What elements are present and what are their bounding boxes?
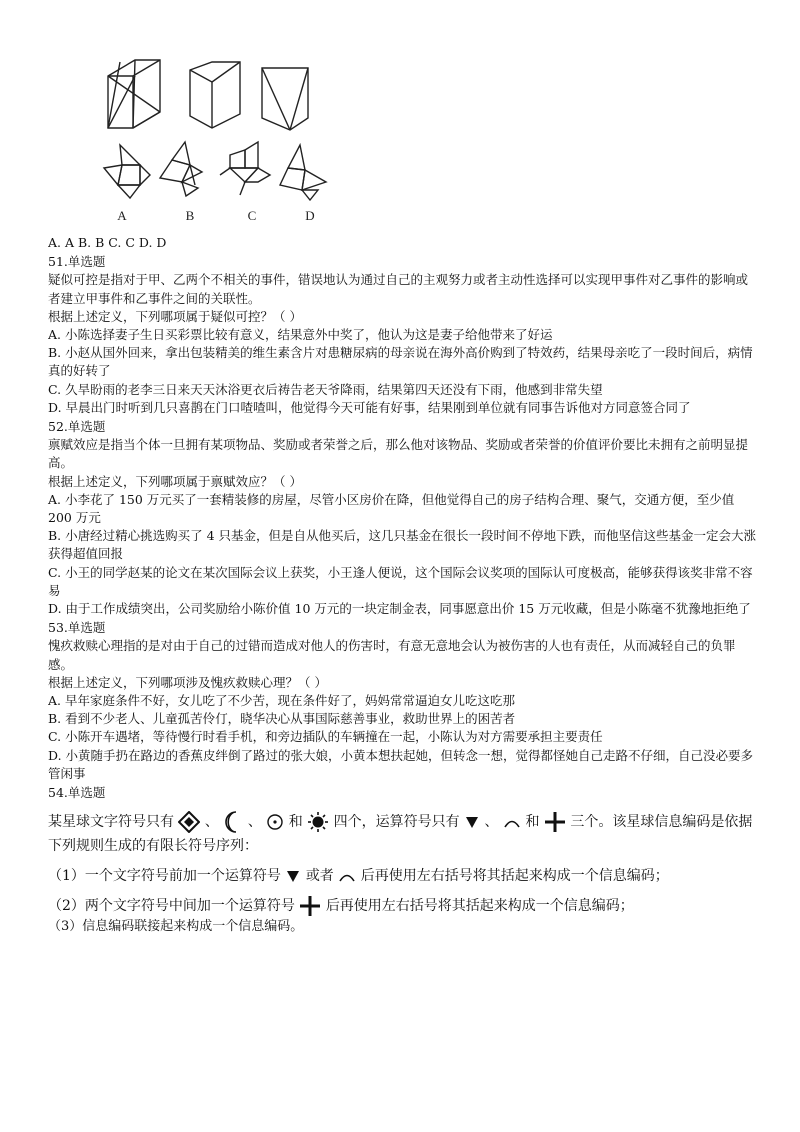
q52-option-a[interactable]: A. 小李花了 150 万元买了一套精装修的房屋，尽管小区房价在降，但他觉得自己的房子结构合理、聚气，交通方便，至少值 200 万元	[48, 491, 735, 526]
crescent-moon-icon	[223, 810, 243, 834]
q54-intro-text-2: 四个，运算符号只有	[333, 814, 460, 831]
q53-option-d[interactable]: D. 小黄随手扔在路边的香蕉皮绊倒了路过的张大娘，小黄本想扶起她，但转念一想，觉得都怪她自己走路不仔细，自己没必要多管闲事	[48, 747, 754, 781]
q54-intro-text-3: 三个。该星球信息编码是依据下列规则生成的有限长符号序列：	[48, 814, 753, 855]
q54-rule-2-text-b: 后再使用左右括号将其括起来构成一个信息编码；	[325, 898, 634, 915]
q53-option-c[interactable]: C. 小陈开车遇堵，等待慢行时看手机，和旁边插队的车辆撞在一起，小陈认为对方需要承担主要责任	[48, 729, 603, 745]
q53-question: 根据上述定义，下列哪项涉及愧疚救赎心理？（ ）	[48, 674, 327, 690]
q53-option-a[interactable]: A. 早年家庭条件不好，女儿吃了不少苦，现在条件好了，妈妈常常逼迫女儿吃这吃那	[48, 693, 515, 709]
option-b-net-icon	[160, 142, 202, 196]
option-a-net-icon	[104, 145, 150, 198]
q53-definition: 愧疚救赎心理指的是对由于自己的过错而造成对他人的伤害时，有意无意地会认为被伤害的人也有责任，从而减轻自己的负罪感。	[48, 638, 736, 672]
arc-icon	[503, 815, 521, 829]
q53-header: 53.单选题	[48, 620, 106, 636]
q54-rule-2	[48, 894, 760, 918]
q54-sep-3: 、	[484, 814, 499, 831]
q51-option-b[interactable]: B. 小赵从国外回来，拿出包装精美的维生素含片对患糖尿病的母亲说在海外高价购到了特效药，结果母亲吃了一段时间后，病情真的好转了	[48, 345, 753, 379]
q54-sep-2: 、	[247, 814, 262, 831]
q54-and-1: 和	[288, 814, 303, 831]
q52-option-b[interactable]: B. 小唐经过精心挑选购买了 4 只基金，但是自从他买后，这几只基金在很长一段时间不停地下跌，而他坚信这些基金一定会大涨获得超值回报	[48, 528, 757, 562]
q54-rule-1	[48, 864, 760, 888]
option-c-net-icon	[220, 142, 270, 195]
q51-option-a[interactable]: A. 小陈选择妻子生日买彩票比较有意义，结果意外中奖了，他认为这是妻子给他带来了好运	[48, 327, 553, 343]
q54-rule-1-text-b: 后再使用左右括号将其括起来构成一个信息编码；	[360, 868, 669, 885]
q54-rule-1-text-a: （1）一个文字符号前加一个运算符号	[48, 868, 281, 885]
q50-options[interactable]: A. A B. B C. C D. D	[48, 235, 167, 250]
prism-icon	[190, 62, 240, 128]
down-triangle-icon	[285, 868, 301, 884]
q54-and-2: 和	[525, 814, 540, 831]
q52-option-d[interactable]: D. 由于工作成绩突出，公司奖励给小陈价值 10 万元的一块定制金表，同事愿意出价 15 万元收藏，但是小陈毫不犹豫地拒绝了	[48, 601, 751, 617]
cube-wireframe-icon	[108, 60, 160, 128]
q54-rule-1-or: 或者	[305, 868, 334, 885]
q53-option-b[interactable]: B. 看到不少老人、儿童孤苦伶仃，晓华决心从事国际慈善事业，救助世界上的困苦者	[48, 711, 516, 727]
option-d-net-icon	[280, 145, 326, 200]
q50-figure	[90, 50, 370, 225]
q52-definition: 禀赋效应是指当个体一旦拥有某项物品、奖励或者荣誉之后，那么他对该物品、奖励或者荣誉的价值评价要比未拥有之前明显提高。	[48, 437, 749, 471]
q54-intro-text-1: 某星球文字符号只有	[48, 814, 174, 831]
q51-option-d[interactable]: D. 早晨出门时听到几只喜鹊在门口喳喳叫，他觉得今天可能有好事，结果刚到单位就有同事告诉他对方同意签合同了	[48, 399, 691, 415]
cut-shape-icon	[262, 68, 308, 130]
q51-header: 51.单选题	[48, 254, 106, 270]
option-b-letter: B	[185, 208, 195, 223]
q52-option-c[interactable]: C. 小王的同学赵某的论文在某次国际会议上获奖，小王逢人便说，这个国际会议奖项的国际认可度极高，能够获得该奖非常不容易	[48, 564, 753, 598]
option-a-letter: A	[117, 208, 127, 223]
diamond-in-diamond-icon	[178, 811, 200, 833]
arc-icon	[338, 869, 356, 883]
q51-option-c[interactable]: C. 久旱盼雨的老李三日来天天沐浴更衣后祷告老天爷降雨，结果第四天还没有下雨，他感到非常失望	[48, 381, 603, 397]
sun-icon	[307, 811, 329, 833]
q54-rule-2-text-a: （2）两个文字符号中间加一个运算符号	[48, 898, 295, 915]
document-body	[48, 234, 760, 937]
q51-definition: 疑似可控是指对于甲、乙两个不相关的事件，错误地认为通过自己的主观努力或者主动性选择可以实现甲事件对乙事件的影响或者建立甲事件和乙事件之间的关联性。	[48, 272, 749, 306]
q54-intro	[48, 810, 760, 858]
q54-rule-3: （3）信息编码联接起来构成一个信息编码。	[48, 919, 304, 935]
q52-question: 根据上述定义，下列哪项属于禀赋效应？（ ）	[48, 473, 302, 489]
q54-sep-1: 、	[204, 814, 219, 831]
q54-header: 54.单选题	[48, 785, 106, 801]
q51-question: 根据上述定义，下列哪项属于疑似可控？（ ）	[48, 308, 302, 324]
circle-dot-icon	[266, 813, 284, 831]
option-c-letter: C	[247, 208, 257, 223]
plus-icon	[544, 811, 566, 833]
plus-icon	[299, 895, 321, 917]
option-d-letter: D	[305, 208, 315, 223]
down-triangle-icon	[464, 814, 480, 830]
q52-header: 52.单选题	[48, 419, 106, 435]
